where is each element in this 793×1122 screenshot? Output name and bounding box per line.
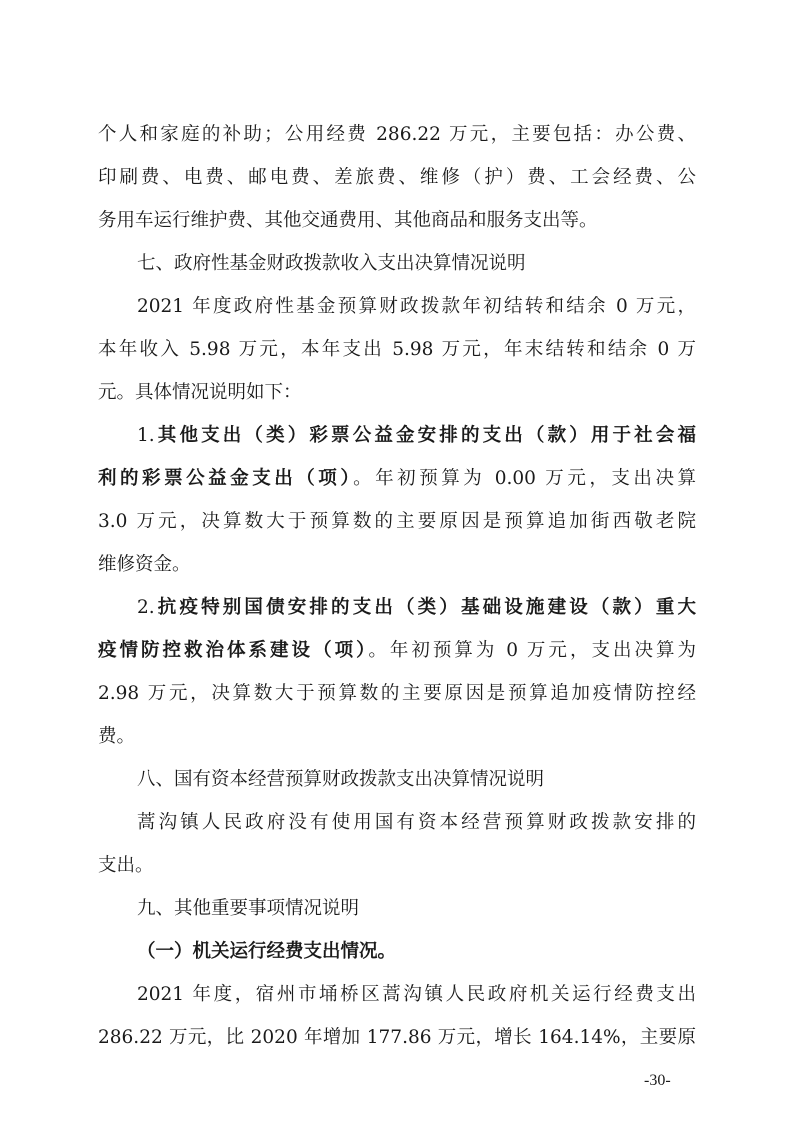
item-1-title [137, 419, 696, 453]
body-text-line: 3.0 万元，决算数大于预算数的主要原因是预算追加街西敬老院 [98, 511, 696, 532]
body-text-line: 支出。 [98, 855, 154, 876]
item-number: 1. [137, 425, 155, 446]
body-text-line: 元。具体情况说明如下： [98, 382, 302, 403]
body-text-line: 维修资金。 [98, 554, 191, 575]
section-heading-8: 八、国有资本经营预算财政拨款支出决算情况说明 [137, 769, 545, 790]
body-text-line: 2.98 万元，决算数大于预算数的主要原因是预算追加疫情防控经 [98, 683, 696, 704]
body-text-line: 2021 年度，宿州市埇桥区蒿沟镇人民政府机关运行经费支出 [137, 984, 696, 1005]
section-heading-7: 七、政府性基金财政拨款收入支出决算情况说明 [137, 253, 526, 274]
item-number: 2. [137, 597, 155, 618]
body-text-line: 本年收入 5.98 万元，本年支出 5.98 万元，年末结转和结余 0 万 [98, 339, 696, 360]
body-text-line: 个人和家庭的补助；公用经费 286.22 万元，主要包括：办公费、 [98, 124, 696, 145]
body-text-line [98, 634, 696, 668]
page-number: -30- [644, 1072, 671, 1089]
item-2-bold-title: 抗疫特别国债安排的支出（类）基础设施建设（款）重大 [154, 597, 696, 618]
section-heading-9: 九、其他重要事项情况说明 [137, 898, 360, 919]
item-1-bold-title-cont: 利的彩票公益金支出（项） [98, 468, 354, 489]
item-1-text: 。年初预算为 0.00 万元，支出决算 [353, 468, 696, 489]
body-text-line: 印刷费、电费、邮电费、差旅费、维修（护）费、工会经费、公 [98, 167, 696, 188]
body-text-line: 286.22 万元，比 2020 年增加 177.86 万元，增长 164.14%，主要原 [98, 1027, 696, 1048]
subsection-heading-1: （一）机关运行经费支出情况。 [137, 941, 397, 962]
body-text-line: 费。 [98, 726, 136, 747]
item-2-text: 。年初预算为 0 万元，支出决算为 [368, 640, 696, 661]
item-2-title [137, 591, 696, 625]
body-text-line: 蒿沟镇人民政府没有使用国有资本经营预算财政拨款安排的 [137, 812, 696, 833]
body-text-line: 2021 年度政府性基金预算财政拨款年初结转和结余 0 万元， [137, 296, 696, 317]
body-text-line [98, 462, 696, 496]
body-text-line: 务用车运行维护费、其他交通费用、其他商品和服务支出等。 [98, 210, 598, 231]
item-1-bold-title: 其他支出（类）彩票公益金安排的支出（款）用于社会福 [154, 425, 696, 446]
item-2-bold-title-cont: 疫情防控救治体系建设（项） [98, 640, 369, 661]
